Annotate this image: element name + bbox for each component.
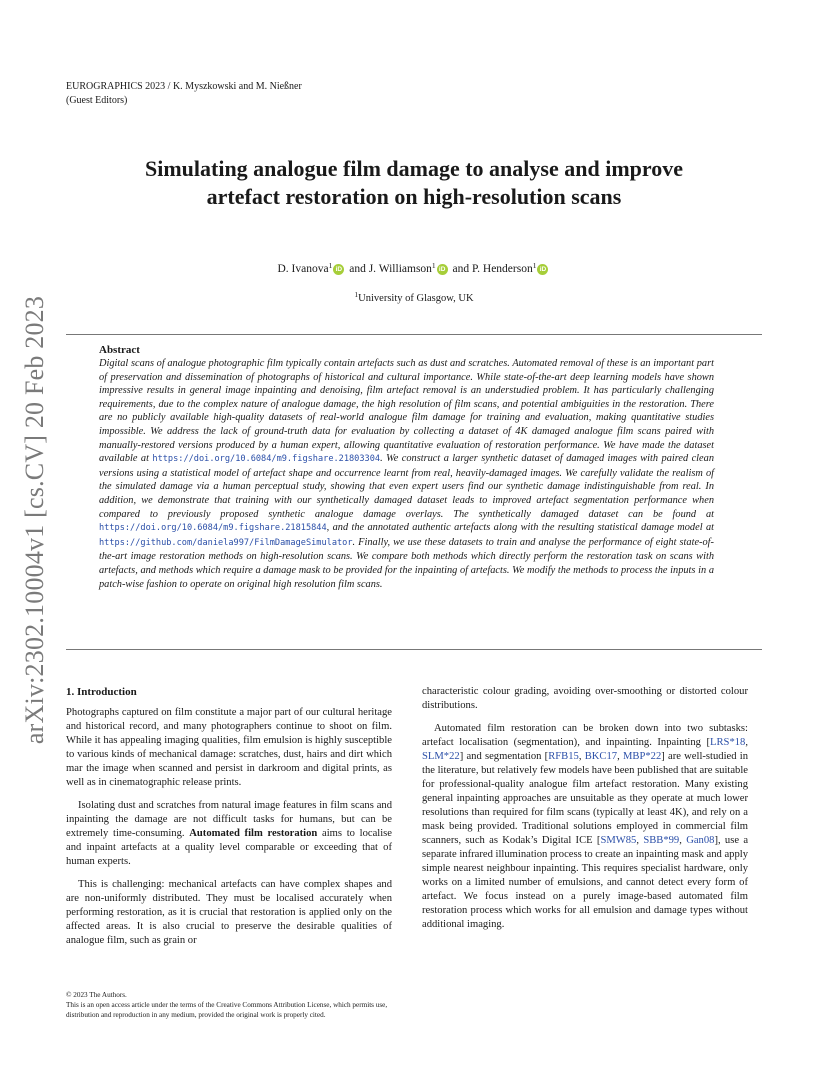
emphasis-text: Automated film restoration [189, 828, 318, 839]
divider-bottom [66, 649, 762, 650]
author-affiliation-mark: 1 [532, 261, 537, 270]
paper-title-line1: Simulating analogue film damage to analyse and improve [144, 156, 684, 181]
copyright-footnote [66, 990, 392, 1020]
paragraph [66, 799, 392, 869]
paragraph [422, 722, 748, 932]
citation-separator: , [745, 737, 748, 748]
github-link[interactable]: https://github.com/daniela997/FilmDamageSimulator [99, 537, 353, 548]
paragraph-text: Automated film restoration can be broken down into two subtasks: artefact localisation (segmentation), and inpainting. Inpainting [ [422, 723, 748, 748]
abstract-text: . Finally, we use these datasets to train and analyse the performance of eight state-of-the-art image restoration methods on high-resolution scans. We compare both methods which directly perform the restoration task on scans with artefacts, and methods which require a damage mask to be provided for the inpainting of artefacts. We modify the methods to process the inputs in a patch-wise fashion to operate on original high resolution film scans. [99, 536, 714, 590]
orcid-icon[interactable]: iD [333, 264, 344, 275]
orcid-icon[interactable]: iD [537, 264, 548, 275]
affiliation-number: 1 [354, 290, 359, 299]
abstract-body [99, 357, 714, 591]
author-affiliation-mark: 1 [328, 261, 333, 270]
right-column [422, 685, 748, 941]
citation-link[interactable]: SBB*99 [643, 835, 680, 846]
paper-title-line2: artefact restoration on high-resolution scans [206, 184, 622, 209]
copyright-line: © 2023 The Authors. [66, 991, 127, 999]
abstract-heading: Abstract [99, 344, 140, 356]
affiliation [66, 288, 762, 306]
citation-separator: , [617, 751, 623, 762]
paragraph-text: ] and segmentation [ [459, 751, 549, 762]
paragraph: This is challenging: mechanical artefacts can have complex shapes and are non-uniformly distributed. They must be localised accurately when performing restoration, as it is crucial that restoration is applied only on the affected areas. It is also crucial to preserve the desirable qualities of analogue film, such as grain or [66, 879, 392, 946]
paper-title [66, 155, 762, 211]
citation-link[interactable]: SMW85 [600, 835, 637, 846]
author-separator: and [449, 263, 473, 275]
orcid-icon[interactable]: iD [437, 264, 448, 275]
author-affiliation-mark: 1 [431, 261, 436, 270]
citation-link[interactable]: LRS*18 [710, 737, 746, 748]
author-name: D. Ivanova [277, 263, 329, 275]
author-list [66, 258, 762, 277]
paragraph-text: Isolating dust and scratches from natural image features in film scans and inpainting the damage are not difficult tasks for humans, but can be extremely time-consuming. [66, 800, 392, 839]
citation-link[interactable]: MBP*22 [622, 751, 662, 762]
abstract-section [99, 343, 714, 591]
paragraph-text: ], use a separate infrared illumination process to create an inpainting mask and apply simple nearest neighbour inpainting. This requires specialist hardware, only works on a limited number of emulsions, and cannot detect every form of artefact. We focus instead on a purely image-based automated film restoration process which works for all emulsion and damage types without additional imaging. [422, 835, 749, 930]
divider-top [66, 334, 762, 335]
author-name: J. Williamson [368, 263, 432, 275]
citation-link[interactable]: Gan08 [686, 835, 715, 846]
citation-link[interactable]: SLM*22 [422, 751, 460, 762]
left-column [66, 685, 392, 957]
synthetic-dataset-link[interactable]: https://doi.org/10.6084/m9.figshare.21815844 [99, 523, 327, 534]
abstract-text: . We construct a larger synthetic dataset of damaged images with paired clean versions using a statistical model of artefact shape and occurrence learnt from real, heavily-damaged images. We carefully validate the realism of the simulated damage via a human perceptual study, showing that even expert users find our synthetic damage indistinguishable from real. In addition, we demonstrate that training with our synthetically damaged dataset leads to improved artefact segmentation performance when compared to previously proposed synthetic analogue damage overlays. The synthetically damaged dataset can be found at [99, 453, 714, 520]
journal-header [66, 80, 302, 108]
citation-separator: , [578, 751, 585, 762]
abstract-text: Digital scans of analogue photographic film typically contain artefacts such as dust and scratches. Automated removal of these is an important part of preservation and dissemination of photographs of historical and cultural importance. While state-of-the-art deep learning models have shown impressive results in general image inpainting and denoising, film artefact removal is an understudied problem. It has particularly challenging requirements, due to the complex nature of analogue damage, the high resolution of film scans, and potential ambiguities in the restoration. There are no publicly available high-quality datasets of real-world analogue film damage for training and evaluation, making quantitative studies impossible. We address the lack of ground-truth data for evaluation by collecting a dataset of 4K damaged analogue film scans paired with manually-restored versions produced by a human expert, allowing quantitative evaluation of restoration performance. We have made the dataset available at [99, 358, 714, 465]
dataset-link[interactable]: https://doi.org/10.6084/m9.figshare.21803304 [152, 454, 381, 465]
license-text: This is an open access article under the terms of the Creative Commons Attribution License, which permits use, distribution and reproduction in any medium, provided the original work is properly cited. [66, 1001, 388, 1019]
section-heading: 1. Introduction [66, 686, 137, 698]
paragraph-text: aims to localise and inpaint artefacts at a quality level comparable or exceeding that of human experts. [66, 828, 392, 867]
paragraph-text: ] are well-studied in the literature, but relatively few models have been published that are suitable for professional-quality analogue film artefact restoration. Many existing general inpainting approaches are unsuitable as they operate at much lower resolutions than required for film scans (typically at least 4K), and rely on a mask being provided. Traditional solutions employed in commercial film scanners, such as Kodak’s Digital ICE [ [422, 751, 748, 846]
journal-header-line2: (Guest Editors) [66, 95, 128, 106]
citation-link[interactable]: RFB15 [548, 751, 579, 762]
journal-header-line1: EUROGRAPHICS 2023 / K. Myszkowski and M. Nießner [66, 81, 302, 92]
paragraph: Photographs captured on film constitute a major part of our cultural heritage and historical record, and many photographers continue to shoot on film. While it has appealing imaging qualities, film emulsion is highly susceptible to various kinds of mechanical damage: scratches, dust, hairs and dirt which mar the image when scanned and persist in darkroom and digital prints, as well as in cinematographic release prints. [66, 707, 392, 788]
citation-separator: , [636, 835, 644, 846]
author-separator: and [346, 263, 369, 275]
affiliation-text: University of Glasgow, UK [358, 293, 474, 304]
arxiv-id-label: arXiv:2302.10004v1 [cs.CV] 20 Feb 2023 [20, 295, 49, 745]
paragraph: characteristic colour grading, avoiding over-smoothing or distorted colour distributions. [422, 686, 748, 711]
author-name: P. Henderson [472, 263, 533, 275]
citation-link[interactable]: BKC17 [584, 751, 618, 762]
citation-separator: , [679, 835, 687, 846]
abstract-text: , and the annotated authentic artefacts along with the resulting statistical damage model at [326, 522, 714, 534]
